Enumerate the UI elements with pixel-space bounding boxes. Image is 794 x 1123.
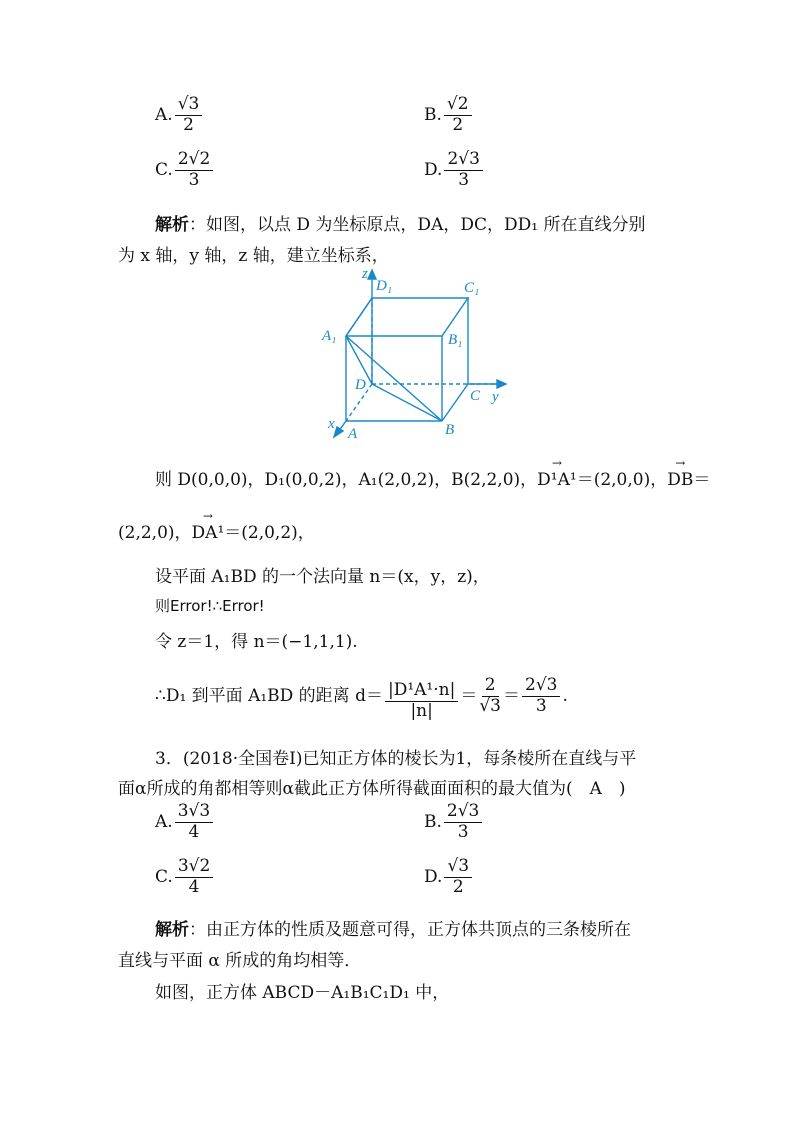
numerator: 3√3 — [175, 803, 213, 823]
q3-option-b — [424, 803, 484, 842]
numerator: 2 — [482, 677, 499, 697]
normal-vector-line: 设平面 A₁BD 的一个法向量 n＝(x，y，z)， — [155, 567, 490, 587]
vector-value: ＝(2,0,2)， — [224, 523, 315, 543]
numerator: 2√3 — [522, 677, 560, 697]
x-axis-arrow — [334, 427, 343, 437]
denominator: 3 — [188, 169, 200, 190]
equals-sign: ＝ — [460, 685, 478, 706]
numerator: 2√2 — [175, 151, 213, 171]
solution-heading: 解析 — [155, 920, 189, 940]
z-axis-arrow — [368, 270, 376, 279]
label-x: x — [328, 416, 335, 432]
denominator: 4 — [188, 876, 200, 897]
distance-line — [155, 672, 568, 721]
option-label: C. — [155, 159, 173, 180]
solution2-line1 — [155, 210, 645, 235]
fraction — [175, 858, 213, 897]
error-line: 则Error!∴Error! — [155, 597, 265, 615]
question3-line2: 面α所成的角都相等则α截此正方体所得截面面积的最大值为( A ) — [118, 779, 626, 799]
label-C1: C₁ — [464, 280, 480, 296]
option-label: B. — [424, 104, 442, 125]
vector-D1A1: → D¹A¹ — [537, 470, 577, 490]
fraction — [444, 803, 482, 842]
numerator: √3 — [444, 858, 472, 878]
period: . — [562, 685, 568, 706]
numerator: |D¹A¹·n| — [385, 672, 458, 702]
denominator: √3 — [479, 695, 501, 716]
equals-sign: ＝ — [503, 685, 520, 706]
vector-value: ＝(2,0,0)， — [576, 470, 668, 490]
label-C: C — [470, 388, 481, 404]
option-label: D. — [424, 866, 443, 887]
cube-coordinate-figure — [318, 264, 514, 442]
denominator: 3 — [457, 821, 469, 842]
label-B1: B₁ — [448, 332, 463, 348]
coords-text: (2,2,0)， — [118, 523, 192, 543]
fraction — [175, 96, 203, 135]
q2-option-d — [424, 151, 485, 190]
q2-option-b — [424, 96, 474, 135]
let-line: 令 z＝1，得 n＝(−1,1,1). — [155, 632, 358, 652]
denominator: 4 — [188, 821, 200, 842]
fraction — [175, 151, 213, 190]
solution2-line2: 为 x 轴，y 轴，z 轴，建立坐标系， — [118, 246, 389, 266]
solution-text: ：由正方体的性质及题意可得，正方体共顶点的三条棱所在 — [189, 920, 631, 940]
equals-sign: ＝ — [693, 470, 711, 490]
fraction — [444, 96, 472, 135]
fraction — [175, 803, 213, 842]
q3-option-d — [424, 858, 474, 897]
label-A1: A₁ — [322, 328, 337, 344]
edge-BC — [442, 384, 468, 421]
label-B: B — [445, 422, 455, 438]
numerator: √2 — [444, 96, 472, 116]
q2-option-c — [155, 151, 215, 190]
fraction — [385, 672, 458, 721]
numerator: 3√2 — [175, 858, 213, 878]
solution-text: ：如图，以点 D 为坐标原点，DA，DC，DD₁ 所在直线分别 — [189, 215, 646, 235]
top-face — [346, 298, 468, 336]
vector-DA1: → DA¹ — [192, 523, 225, 543]
coords-text: 则 D(0,0,0)，D₁(0,0,2)，A₁(2,0,2)，B(2,2,0)， — [155, 470, 538, 490]
label-y: y — [492, 389, 499, 405]
solution-heading: 解析 — [155, 215, 189, 235]
denominator: 3 — [458, 169, 470, 190]
distance-prefix: ∴D₁ 到平面 A₁BD 的距离 d＝ — [155, 685, 383, 706]
fraction — [444, 858, 472, 897]
q3-option-a — [155, 803, 215, 842]
edge-A1D1 — [346, 298, 372, 336]
label-A: A — [348, 426, 358, 442]
denominator: 3 — [535, 695, 547, 716]
numerator: 2√3 — [444, 803, 482, 823]
denominator: 2 — [183, 114, 194, 135]
q3-option-c — [155, 858, 215, 897]
label-z: z — [362, 266, 368, 282]
coords-line2 — [118, 518, 315, 543]
coords-line1 — [155, 465, 710, 490]
denominator: 2 — [452, 876, 464, 897]
question3-line1: 3．(2018·全国卷Ⅰ)已知正方体的棱长为1，每条棱所在直线与平 — [155, 749, 637, 769]
option-label: A. — [155, 811, 173, 832]
fraction — [522, 677, 560, 716]
numerator: 2√3 — [444, 151, 482, 171]
label-D: D — [355, 377, 366, 393]
option-label: D. — [424, 159, 443, 180]
option-label: B. — [424, 811, 442, 832]
q2-option-a — [155, 96, 204, 135]
option-label: A. — [155, 104, 173, 125]
solution3-line3: 如图，正方体 ABCD－A₁B₁C₁D₁ 中， — [155, 983, 450, 1003]
numerator: √3 — [175, 96, 203, 116]
fraction — [479, 677, 501, 716]
solution3-line2: 直线与平面 α 所成的角均相等． — [118, 951, 362, 971]
vector-DB: → DB — [667, 470, 693, 490]
y-axis-arrow — [497, 380, 506, 388]
label-D1: D₁ — [376, 278, 393, 294]
fraction — [444, 151, 482, 190]
option-label: C. — [155, 866, 173, 887]
solution3-line1 — [155, 915, 631, 940]
denominator: 2 — [452, 114, 464, 135]
denominator: |n| — [410, 700, 433, 721]
